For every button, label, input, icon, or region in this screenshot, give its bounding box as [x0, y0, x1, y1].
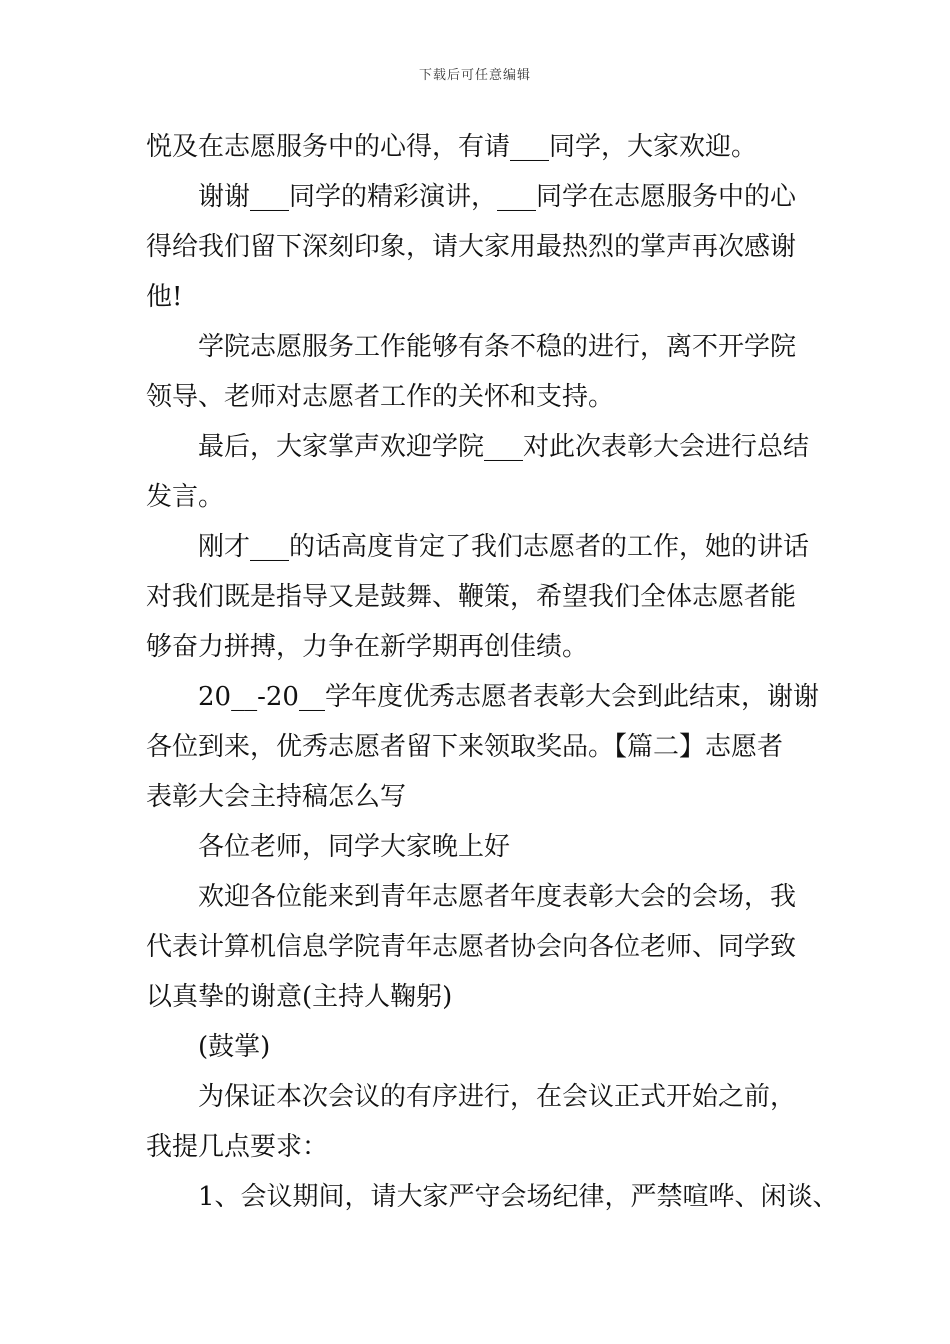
text-line: 代表计算机信息学院青年志愿者协会向各位老师、同学致 — [146, 932, 797, 962]
text-line: 以真挚的谢意(主持人鞠躬) — [146, 982, 453, 1012]
text-line: 1、会议期间，请大家严守会场纪律，严禁喧哗、闲谈、 — [198, 1182, 839, 1212]
text-line: 发言。 — [146, 482, 225, 512]
text-line: 谢谢___同学的精彩演讲，___同学在志愿服务中的心 — [198, 182, 797, 212]
text-line: 我提几点要求： — [146, 1132, 329, 1162]
text-line: 最后，大家掌声欢迎学院___对此次表彰大会进行总结 — [198, 432, 810, 462]
text-line: 学院志愿服务工作能够有条不稳的进行，离不开学院 — [198, 332, 797, 362]
text-line: 20__-20__学年度优秀志愿者表彰大会到此结束，谢谢 — [198, 682, 819, 712]
page-header: 下载后可任意编辑 — [418, 68, 531, 83]
text-line: 悦及在志愿服务中的心得，有请___同学，大家欢迎。 — [146, 132, 758, 162]
text-line: 得给我们留下深刻印象，请大家用最热烈的掌声再次感谢 — [146, 232, 797, 262]
text-line: 够奋力拼搏，力争在新学期再创佳绩。 — [146, 632, 589, 662]
document-body — [146, 122, 839, 1222]
text-line: 领导、老师对志愿者工作的关怀和支持。 — [146, 382, 615, 412]
text-line: 他! — [146, 282, 183, 312]
text-line: 对我们既是指导又是鼓舞、鞭策，希望我们全体志愿者能 — [146, 582, 797, 612]
text-line: 各位到来，优秀志愿者留下来领取奖品。【篇二】志愿者 — [146, 732, 784, 762]
text-line: 为保证本次会议的有序进行，在会议正式开始之前， — [198, 1082, 797, 1112]
text-line: 表彰大会主持稿怎么写 — [146, 782, 407, 812]
text-line: 刚才___的话高度肯定了我们志愿者的工作，她的讲话 — [198, 532, 810, 562]
text-line: 欢迎各位能来到青年志愿者年度表彰大会的会场，我 — [198, 882, 797, 912]
text-line: 各位老师，同学大家晚上好 — [198, 832, 511, 862]
text-line: (鼓掌) — [198, 1032, 271, 1062]
